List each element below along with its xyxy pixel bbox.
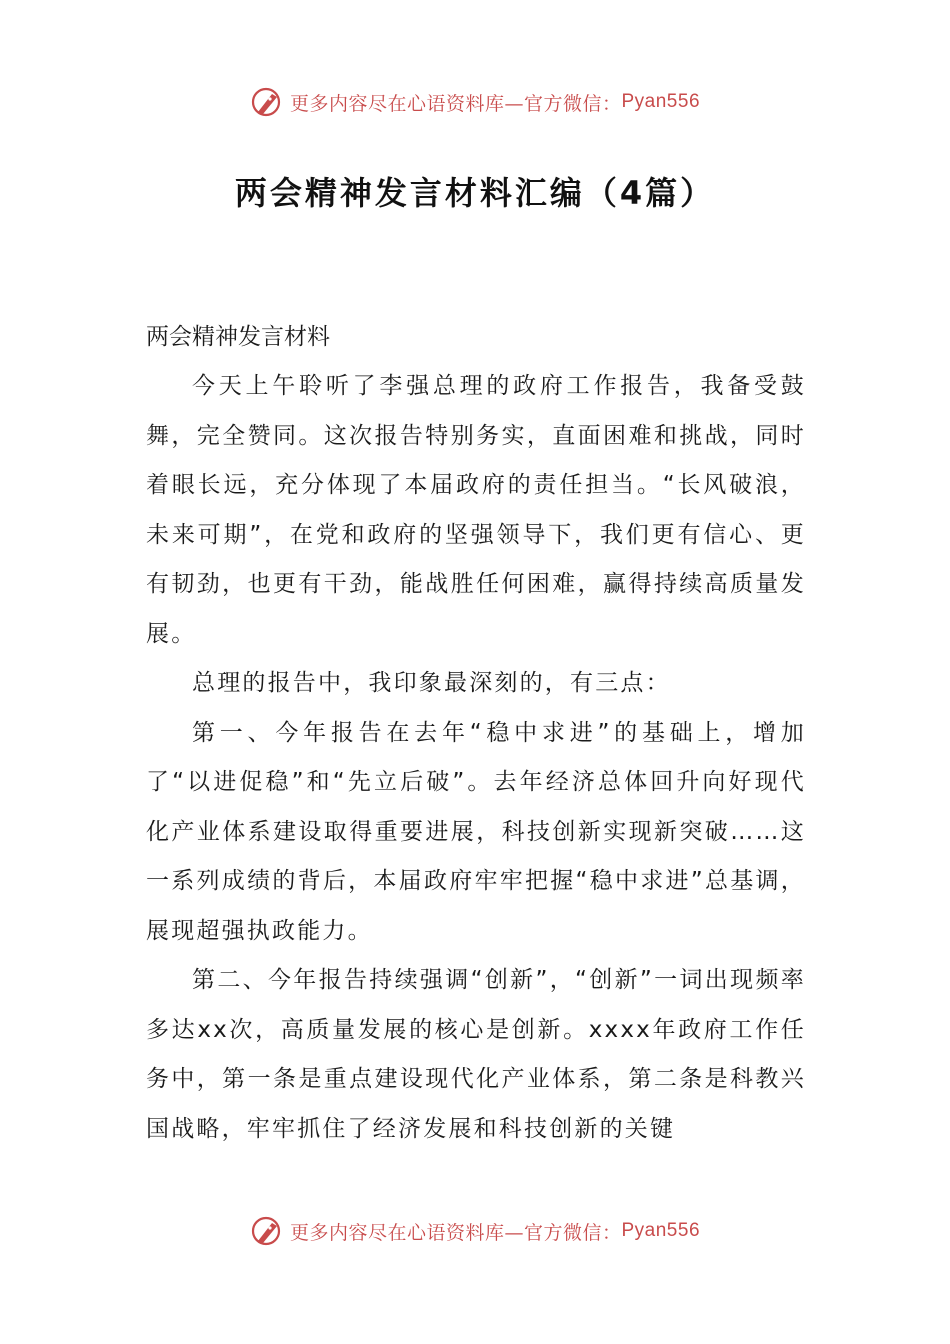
footer-banner <box>0 1211 950 1251</box>
header-banner-handle: Pyan556 <box>621 91 701 112</box>
footer-banner-text: 更多内容尽在心语资料库—官方微信： <box>289 1221 622 1244</box>
document-body <box>146 362 806 1152</box>
paragraph: 第一、今年报告在去年“稳中求进”的基础上，增加了“以进促稳”和“先立后破”。去年经济总体回升向好现代化产业体系建设取得重要进展，科技创新实现新突破……这一系列成绩的背后，本届政府牢牢把握“稳中求进”总基调，展现超强执政能力。 <box>146 719 806 944</box>
document-title: 两会精神发言材料汇编（4篇） <box>234 174 716 212</box>
pen-nib-circle-icon <box>250 85 284 119</box>
paragraph: 总理的报告中，我印象最深刻的，有三点： <box>192 670 671 696</box>
paragraph: 今天上午聆听了李强总理的政府工作报告，我备受鼓舞，完全赞同。这次报告特别务实，直面困难和挑战，同时着眼长远，充分体现了本届政府的责任担当。“长风破浪，未来可期”，在党和政府的坚强领导下，我们更有信心、更有韧劲，也更有干劲，能战胜任何困难，赢得持续高质量发展。 <box>146 373 806 647</box>
pen-nib-circle-icon <box>250 1214 284 1248</box>
section-title: 两会精神发言材料 <box>146 324 330 350</box>
header-banner <box>0 82 950 122</box>
paragraph: 第二、今年报告持续强调“创新”，“创新”一词出现频率多达xx次，高质量发展的核心是创新。xxxx年政府工作任务中，第一条是重点建设现代化产业体系，第二条是科教兴国战略，牢牢抓住了经济发展和科技创新的关键 <box>146 967 806 1142</box>
footer-banner-handle: Pyan556 <box>621 1220 701 1241</box>
header-banner-text: 更多内容尽在心语资料库—官方微信： <box>289 92 622 115</box>
